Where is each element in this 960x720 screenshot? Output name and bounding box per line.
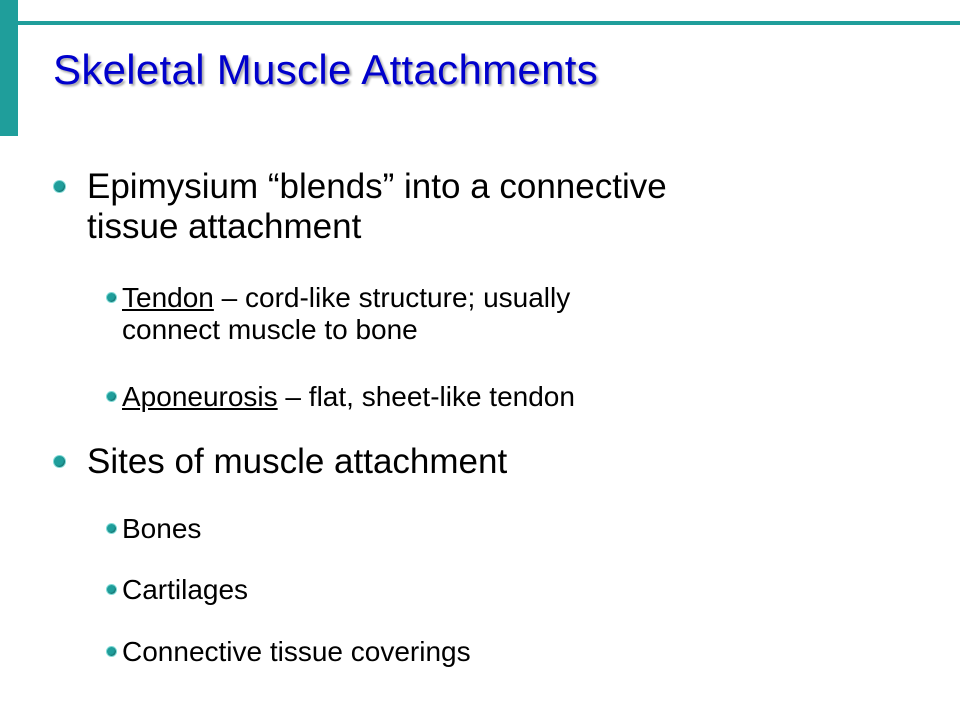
subbullet-icon <box>106 523 117 534</box>
subbullet-icon <box>106 292 117 303</box>
term-tendon: Tendon <box>122 282 214 313</box>
subbullet-text: Connective tissue coverings <box>122 636 471 667</box>
bullet-text <box>87 167 667 247</box>
bullet-text: Sites of muscle attachment <box>87 442 508 481</box>
bullet-text-line: Epimysium “blends” into a connective <box>87 167 667 206</box>
subbullet-icon <box>106 584 117 595</box>
accent-line-top <box>18 21 960 25</box>
bullet-icon <box>53 455 66 468</box>
term-aponeurosis: Aponeurosis <box>122 381 278 412</box>
subbullet-text: Bones <box>122 513 202 544</box>
bullet-icon <box>53 180 66 193</box>
subbullet-icon <box>106 391 117 402</box>
accent-bar-left <box>0 0 18 136</box>
subbullet-text <box>122 381 575 413</box>
slide-title: Skeletal Muscle Attachments <box>53 46 599 93</box>
definition-text: – flat, sheet-like tendon <box>277 381 575 412</box>
subbullet-icon <box>106 646 117 657</box>
definition-text: – cord-like structure; usually <box>213 282 571 313</box>
bullet-text-line: tissue attachment <box>87 207 362 246</box>
subbullet-text <box>122 282 570 346</box>
definition-text: connect muscle to bone <box>122 314 418 345</box>
subbullet-text: Cartilages <box>122 574 249 605</box>
